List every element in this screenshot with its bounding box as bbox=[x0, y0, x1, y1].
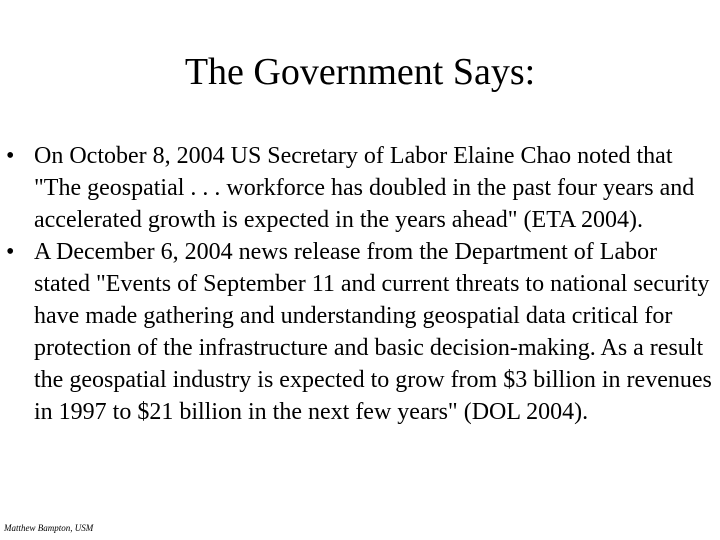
author-footer: Matthew Bampton, USM bbox=[4, 523, 94, 533]
bullet-icon: • bbox=[6, 143, 15, 169]
bullet-item bbox=[0, 140, 720, 236]
bullet-icon: • bbox=[6, 239, 15, 265]
bullet-list bbox=[0, 140, 720, 428]
slide-title: The Government Says: bbox=[184, 51, 536, 93]
bullet-text: On October 8, 2004 US Secretary of Labor Elaine Chao noted that "The geospatial . . . workforce has doubled in the past four years and accelerated growth is expected in the years ahead" (ETA 2004). bbox=[34, 143, 695, 233]
bullet-item bbox=[0, 236, 720, 428]
bullet-text: A December 6, 2004 news release from the Department of Labor stated "Events of September 11 and current threats to national security have made gathering and understanding geospatial data critical for protection of the infrastructure and basic decision-making. As a result the geospatial industry is expected to grow from $3 billion in revenues in 1997 to $21 billion in the next few years" (DOL 2004). bbox=[34, 239, 712, 425]
